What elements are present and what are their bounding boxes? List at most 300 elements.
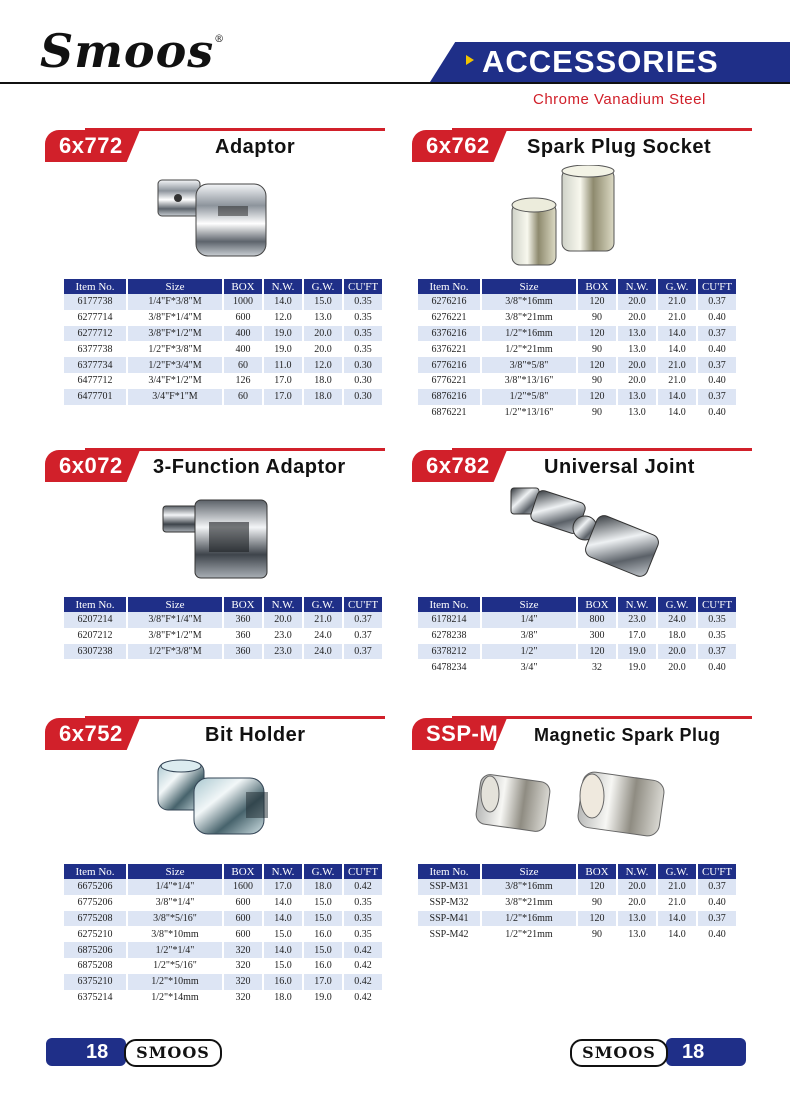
size: 1/4"F*3/8"M [127,294,223,310]
cuft: 0.40 [697,373,736,389]
cuft: 0.35 [343,926,382,942]
table-row [64,974,382,990]
col-box: BOX [577,279,617,294]
size: 1/2"*16mm [481,326,577,342]
gw: 12.0 [303,357,343,373]
nw: 19.0 [263,326,303,342]
footer-brand: SMOOS [570,1039,668,1067]
nw: 13.0 [617,389,657,405]
gw: 24.0 [657,612,697,628]
box: 90 [577,926,617,942]
box: 126 [223,373,263,389]
cuft: 0.42 [343,974,382,990]
box: 600 [223,310,263,326]
box: 120 [577,357,617,373]
box: 320 [223,990,263,1006]
item-no: 6278238 [418,628,481,644]
box: 360 [223,612,263,628]
cuft: 0.37 [343,612,382,628]
box: 800 [577,612,617,628]
box: 360 [223,628,263,644]
gw: 24.0 [303,644,343,660]
box: 1000 [223,294,263,310]
col-size: Size [481,597,577,612]
size: 1/2"*10mm [127,974,223,990]
item-no: 6375210 [64,974,127,990]
gw: 15.0 [303,942,343,958]
footer-brand: SMOOS [124,1039,222,1067]
col-size: Size [481,864,577,879]
cuft: 0.37 [697,911,736,927]
gw: 13.0 [303,310,343,326]
item-no: 6307238 [64,644,127,660]
box: 120 [577,911,617,927]
table-row [64,326,382,342]
col-nw: N.W. [617,864,657,879]
cuft: 0.40 [697,405,736,421]
bit-holder-table [64,864,382,1005]
nw: 23.0 [617,612,657,628]
item-no: 6775208 [64,911,127,927]
universal-joint-image [505,482,665,587]
box: 400 [223,326,263,342]
nw: 20.0 [617,895,657,911]
size: 1/2"*5/16" [127,958,223,974]
cuft: 0.42 [343,942,382,958]
size: 1/2"F*3/8"M [127,644,223,660]
box: 320 [223,974,263,990]
nw: 17.0 [263,389,303,405]
table-row [418,310,736,326]
box: 90 [577,341,617,357]
size: 3/8"*21mm [481,310,577,326]
cuft: 0.40 [697,926,736,942]
cuft: 0.37 [697,389,736,405]
section-title: Spark Plug Socket [527,136,712,158]
table-row [64,958,382,974]
col-item-no: Item No. [64,597,127,612]
gw: 21.0 [657,895,697,911]
box: 60 [223,357,263,373]
size: 3/4" [481,659,577,675]
cuft: 0.37 [697,326,736,342]
box: 300 [577,628,617,644]
section-code: 6x772 [59,133,123,158]
magnetic-spark-plug-table [418,864,736,942]
cuft: 0.35 [697,628,736,644]
cuft: 0.30 [343,389,382,405]
size: 1/2"*13/16" [481,405,577,421]
table-row [418,357,736,373]
col-box: BOX [223,864,263,879]
cuft: 0.35 [697,612,736,628]
col-nw: N.W. [263,597,303,612]
page-number: 18 [86,1041,109,1063]
size: 3/8"*21mm [481,895,577,911]
size: 3/8" [481,628,577,644]
cuft: 0.35 [343,911,382,927]
col-item-no: Item No. [64,864,127,879]
col-nw: N.W. [263,864,303,879]
nw: 11.0 [263,357,303,373]
gw: 20.0 [657,659,697,675]
col-cuft: CU'FT [697,279,736,294]
item-no: 6177738 [64,294,127,310]
cuft: 0.37 [697,879,736,895]
table-row [64,373,382,389]
item-no: 6275210 [64,926,127,942]
box: 120 [577,389,617,405]
size: 1/2"*16mm [481,911,577,927]
nw: 20.0 [617,373,657,389]
nw: 17.0 [263,879,303,895]
nw: 14.0 [263,895,303,911]
col-gw: G.W. [657,864,697,879]
gw: 19.0 [303,990,343,1006]
cuft: 0.37 [343,644,382,660]
nw: 16.0 [263,974,303,990]
item-no: 6875206 [64,942,127,958]
table-row [64,389,382,405]
gw: 20.0 [303,326,343,342]
box: 600 [223,895,263,911]
nw: 18.0 [263,990,303,1006]
box: 90 [577,405,617,421]
size: 3/8"*5/16" [127,911,223,927]
size: 1/2" [481,644,577,660]
item-no: 6776216 [418,357,481,373]
item-no: 6775206 [64,895,127,911]
nw: 17.0 [617,628,657,644]
section-code: 6x072 [59,453,123,478]
cuft: 0.30 [343,373,382,389]
size: 3/8"F*1/4"M [127,612,223,628]
nw: 19.0 [617,644,657,660]
table-row [418,294,736,310]
col-cuft: CU'FT [343,597,382,612]
nw: 20.0 [617,879,657,895]
table-row [64,310,382,326]
box: 60 [223,389,263,405]
item-no: 6876216 [418,389,481,405]
box: 90 [577,895,617,911]
item-no: 6377734 [64,357,127,373]
col-gw: G.W. [303,864,343,879]
cuft: 0.40 [697,659,736,675]
item-no: 6277712 [64,326,127,342]
box: 120 [577,879,617,895]
size: 3/8"*16mm [481,294,577,310]
size: 3/8"F*1/4"M [127,310,223,326]
nw: 20.0 [617,310,657,326]
cuft: 0.30 [343,357,382,373]
col-box: BOX [577,597,617,612]
item-no: SSP-M41 [418,911,481,927]
size: 3/8"*16mm [481,879,577,895]
nw: 14.0 [263,942,303,958]
spark-plug-socket-image [500,165,670,275]
size: 1/2"*1/4" [127,942,223,958]
size: 3/8"F*1/2"M [127,628,223,644]
section-title: 3-Function Adaptor [153,456,346,478]
table-row [64,612,382,628]
section-title: Universal Joint [544,456,695,478]
box: 600 [223,911,263,927]
gw: 14.0 [657,405,697,421]
gw: 16.0 [303,926,343,942]
gw: 21.0 [657,357,697,373]
cuft: 0.37 [697,294,736,310]
nw: 23.0 [263,644,303,660]
item-no: 6376221 [418,341,481,357]
item-no: 6377738 [64,341,127,357]
item-no: 6277714 [64,310,127,326]
col-size: Size [127,279,223,294]
nw: 13.0 [617,926,657,942]
banner-arrow-icon [466,55,474,65]
col-cuft: CU'FT [697,864,736,879]
size: 1/2"*21mm [481,926,577,942]
universal-joint-table [418,597,736,675]
col-item-no: Item No. [418,597,481,612]
gw: 21.0 [303,612,343,628]
section-title: Adaptor [215,136,296,158]
section-title: Magnetic Spark Plug [534,725,721,745]
bit-holder-image [150,752,280,847]
page-number-badge [666,1038,746,1066]
item-no: SSP-M31 [418,879,481,895]
size: 1/4"*1/4" [127,879,223,895]
item-no: 6207214 [64,612,127,628]
table-row [64,911,382,927]
table-row [418,644,736,660]
gw: 14.0 [657,911,697,927]
item-no: 6376216 [418,326,481,342]
item-no: 6477701 [64,389,127,405]
size: 3/8"*5/8" [481,357,577,373]
table-row [64,879,382,895]
col-gw: G.W. [657,597,697,612]
col-gw: G.W. [657,279,697,294]
item-no: 6178214 [418,612,481,628]
cuft: 0.37 [697,357,736,373]
col-nw: N.W. [617,279,657,294]
col-box: BOX [223,279,263,294]
gw: 14.0 [657,341,697,357]
size: 1/2"F*3/4"M [127,357,223,373]
gw: 21.0 [657,294,697,310]
item-no: 6276221 [418,310,481,326]
cuft: 0.42 [343,879,382,895]
gw: 15.0 [303,911,343,927]
table-row [418,926,736,942]
size: 3/4"F*1/2"M [127,373,223,389]
cuft: 0.42 [343,958,382,974]
gw: 20.0 [657,644,697,660]
item-no: SSP-M42 [418,926,481,942]
col-nw: N.W. [617,597,657,612]
table-row [418,341,736,357]
table-row [64,926,382,942]
table-row [418,405,736,421]
gw: 18.0 [303,879,343,895]
size: 1/2"F*3/8"M [127,341,223,357]
item-no: 6375214 [64,990,127,1006]
box: 32 [577,659,617,675]
table-row [418,326,736,342]
col-gw: G.W. [303,279,343,294]
nw: 13.0 [617,341,657,357]
box: 90 [577,310,617,326]
size: 1/4" [481,612,577,628]
col-size: Size [127,864,223,879]
table-row [418,389,736,405]
size: 1/2"*5/8" [481,389,577,405]
cuft: 0.37 [697,644,736,660]
cuft: 0.40 [697,895,736,911]
nw: 15.0 [263,958,303,974]
nw: 20.0 [617,294,657,310]
item-no: 6478234 [418,659,481,675]
table-row [418,895,736,911]
table-row [64,341,382,357]
cuft: 0.42 [343,990,382,1006]
nw: 17.0 [263,373,303,389]
section-code: 6x752 [59,721,123,746]
cuft: 0.37 [343,628,382,644]
nw: 13.0 [617,911,657,927]
box: 120 [577,326,617,342]
table-row [418,612,736,628]
item-no: 6875208 [64,958,127,974]
nw: 14.0 [263,911,303,927]
box: 320 [223,958,263,974]
item-no: SSP-M32 [418,895,481,911]
nw: 23.0 [263,628,303,644]
col-cuft: CU'FT [343,279,382,294]
section-code: 6x762 [426,133,490,158]
col-gw: G.W. [303,597,343,612]
section-code: 6x782 [426,453,490,478]
nw: 19.0 [263,341,303,357]
item-no: 6207212 [64,628,127,644]
nw: 13.0 [617,405,657,421]
col-item-no: Item No. [418,279,481,294]
box: 90 [577,373,617,389]
3-function-adaptor-image [155,492,285,587]
size: 1/2"*14mm [127,990,223,1006]
col-cuft: CU'FT [343,864,382,879]
nw: 15.0 [263,926,303,942]
cuft: 0.35 [343,895,382,911]
gw: 21.0 [657,879,697,895]
box: 600 [223,926,263,942]
section-title: Bit Holder [205,724,306,746]
table-row [64,990,382,1006]
nw: 12.0 [263,310,303,326]
gw: 18.0 [303,389,343,405]
box: 400 [223,341,263,357]
box: 120 [577,644,617,660]
item-no: 6776221 [418,373,481,389]
brand-logo: Smoos® [40,24,226,78]
table-row [64,357,382,373]
table-row [64,644,382,660]
gw: 18.0 [657,628,697,644]
col-cuft: CU'FT [697,597,736,612]
table-row [418,373,736,389]
gw: 17.0 [303,974,343,990]
item-no: 6675206 [64,879,127,895]
3-function-adaptor-table [64,597,382,659]
footer-right [570,1038,746,1066]
box: 1600 [223,879,263,895]
header-rule [0,82,790,84]
col-box: BOX [223,597,263,612]
table-row [418,911,736,927]
cuft: 0.35 [343,310,382,326]
category-title: ACCESSORIES [482,44,719,79]
nw: 13.0 [617,326,657,342]
box: 320 [223,942,263,958]
size: 3/8"F*1/2"M [127,326,223,342]
gw: 14.0 [657,926,697,942]
gw: 16.0 [303,958,343,974]
gw: 14.0 [657,326,697,342]
gw: 20.0 [303,341,343,357]
cuft: 0.40 [697,341,736,357]
nw: 20.0 [617,357,657,373]
col-size: Size [127,597,223,612]
col-size: Size [481,279,577,294]
col-nw: N.W. [263,279,303,294]
nw: 19.0 [617,659,657,675]
gw: 21.0 [657,373,697,389]
size: 3/8"*10mm [127,926,223,942]
item-no: 6477712 [64,373,127,389]
gw: 15.0 [303,895,343,911]
item-no: 6876221 [418,405,481,421]
cuft: 0.35 [343,341,382,357]
size: 1/2"*21mm [481,341,577,357]
gw: 24.0 [303,628,343,644]
table-row [64,294,382,310]
page-number: 18 [682,1041,705,1063]
magnetic-spark-plug-image [468,768,678,848]
section-code: SSP-M [426,721,499,746]
item-no: 6378212 [418,644,481,660]
size: 3/4"F*1"M [127,389,223,405]
material-subtitle: Chrome Vanadium Steel [533,91,706,108]
item-no: 6276216 [418,294,481,310]
size: 3/8"*1/4" [127,895,223,911]
table-row [64,628,382,644]
gw: 15.0 [303,294,343,310]
box: 120 [577,294,617,310]
cuft: 0.40 [697,310,736,326]
table-row [418,628,736,644]
adaptor-image [148,170,288,270]
adaptor-table [64,279,382,405]
registered-mark: ® [214,34,226,45]
col-box: BOX [577,864,617,879]
footer-left [46,1038,222,1066]
box: 360 [223,644,263,660]
table-row [64,942,382,958]
cuft: 0.35 [343,326,382,342]
col-item-no: Item No. [418,864,481,879]
size: 3/8"*13/16" [481,373,577,389]
